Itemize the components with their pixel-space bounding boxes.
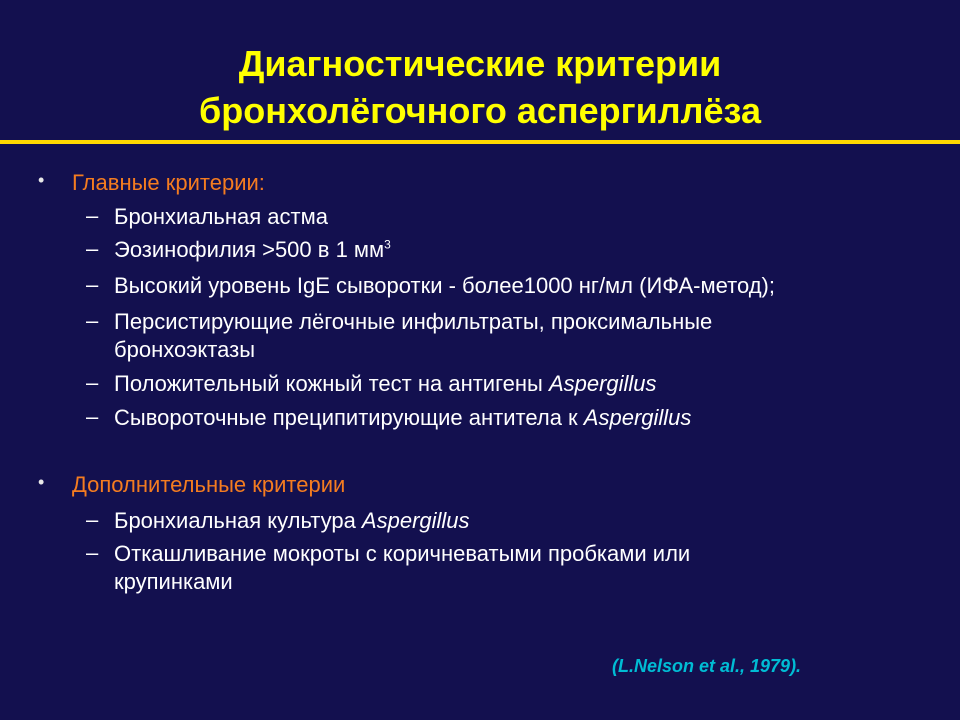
criterion-precipitins — [114, 404, 934, 432]
criterion-asthma — [114, 203, 934, 231]
slide-title-line-2: бронхолёгочного аспергиллёза — [199, 90, 761, 131]
heading-additional-criteria: Дополнительные критерии — [72, 472, 346, 497]
criterion-text: Высокий уровень IgE сыворотки - более1000 нг/мл (ИФА-метод); — [114, 273, 775, 298]
bullet-main-criteria: • — [38, 170, 45, 190]
organism-name: Aspergillus — [548, 371, 657, 396]
criterion-text: Положительный кожный тест на антигены — [114, 371, 549, 396]
dash-icon: – — [86, 203, 99, 228]
dash-icon: – — [86, 236, 99, 261]
criterion-eosinophilia — [114, 236, 934, 264]
criterion-infiltrates — [114, 308, 934, 364]
criterion-skin-test — [114, 370, 934, 398]
dash-icon: – — [86, 540, 99, 565]
citation-reference: (L.Nelson et al., 1979). — [612, 656, 802, 676]
criterion-bronchial-culture — [114, 507, 934, 535]
criterion-ige — [114, 272, 934, 300]
dash-icon: – — [86, 308, 99, 333]
criterion-text: Бронхиальная астма — [114, 204, 328, 229]
organism-name: Aspergillus — [361, 508, 470, 533]
heading-main-criteria: Главные критерии: — [72, 170, 265, 195]
criterion-sputum-plugs — [114, 540, 934, 596]
superscript: 3 — [384, 237, 391, 252]
dash-icon: – — [86, 370, 99, 395]
organism-name: Aspergillus — [583, 405, 692, 430]
dash-icon: – — [86, 272, 99, 297]
criterion-text-line-2: крупинками — [114, 569, 233, 594]
criterion-text-line-1: Откашливание мокроты с коричневатыми пробками или — [114, 541, 691, 566]
bullet-additional-criteria: • — [38, 472, 45, 492]
dash-icon: – — [86, 404, 99, 429]
criterion-text: Эозинофилия >500 в 1 мм — [114, 237, 385, 262]
slide-title-line-1: Диагностические критерии — [238, 43, 722, 84]
criterion-text: Сывороточные преципитирующие антитела к — [114, 405, 584, 430]
criterion-text-line-2: бронхоэктазы — [114, 337, 256, 362]
criterion-text-line-1: Персистирующие лёгочные инфильтраты, проксимальные — [114, 309, 713, 334]
criterion-text: Бронхиальная культура — [114, 508, 362, 533]
dash-icon: – — [86, 507, 99, 532]
